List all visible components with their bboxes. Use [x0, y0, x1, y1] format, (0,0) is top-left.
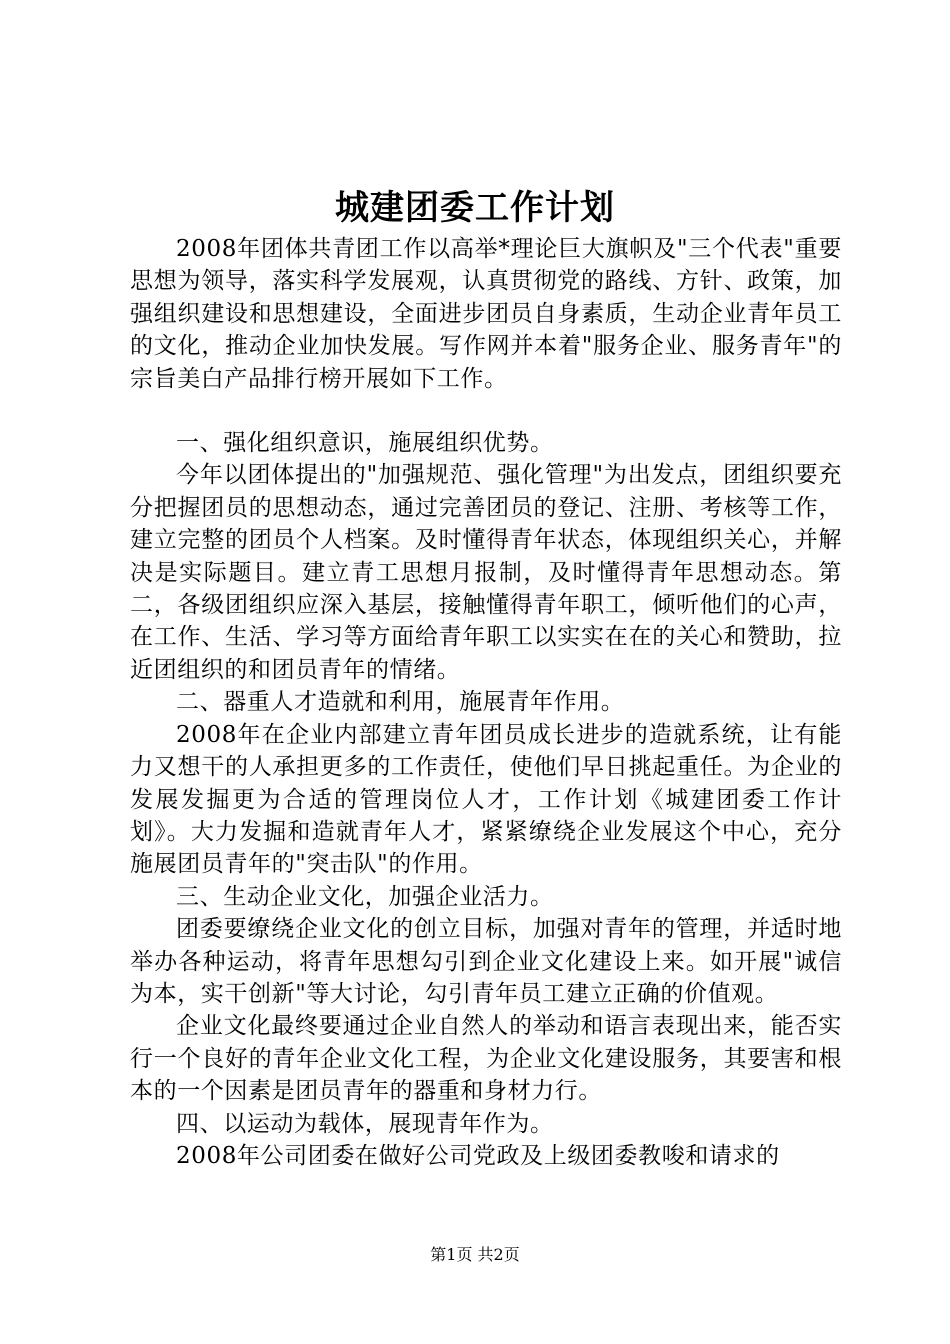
paragraph-section-2: 2008年在企业内部建立青年团员成长进步的造就系统，让有能力又想干的人承担更多的工作责任，使他们早日挑起重任。为企业的发展发掘更为合适的管理岗位人才，工作计划《城建团委工作计划》。大力发掘和造就青年人才，紧紧缭绕企业发展这个中心，充分施展团员青年的"突击队"的作用。: [130, 721, 842, 878]
paragraph-section-3a: 团委要缭绕企业文化的创立目标，加强对青年的管理，并适时地举办各种运动，将青年思想勾引到企业文化建设上来。如开展"诚信为本，实干创新"等大讨论，勾引青年员工建立正确的价值观。: [130, 916, 842, 1007]
section-heading-1: 一、强化组织意识，施展组织优势。: [176, 430, 554, 457]
document-title: 城建团委工作计划: [335, 188, 615, 228]
paragraph-section-1: 今年以团体提出的"加强规范、强化管理"为出发点，团组织要充分把握团员的思想动态，通过完善团员的登记、注册、考核等工作，建立完整的团员个人档案。及时懂得青年状态，体现组织关心，并解决是实际题目。建立青工思想月报制，及时懂得青年思想动态。第二，各级团组织应深入基层，接触懂得青年职工，倾听他们的心声，在工作、生活、学习等方面给青年职工以实实在在的关心和赞助，拉近团组织的和团员青年的情绪。: [130, 462, 842, 683]
page-footer: 第1页 共2页: [430, 1245, 520, 1264]
section-heading-2: 二、器重人才造就和利用，施展青年作用。: [176, 689, 625, 716]
document-body: [130, 233, 842, 1172]
paragraph-section-3b: 企业文化最终要通过企业自然人的举动和语言表现出来，能否实行一个良好的青年企业文化工程，为企业文化建设服务，其要害和根本的一个因素是团员青年的器重和身材力行。: [130, 1013, 842, 1105]
paragraph-intro: 2008年团体共青团工作以高举*理论巨大旗帜及"三个代表"重要思想为领导，落实科学发展观，认真贯彻党的路线、方针、政策，加强组织建设和思想建设，全面进步团员自身素质，生动企业青年员工的文化，推动企业加快发展。写作网并本着"服务企业、服务青年"的宗旨美白产品排行榜开展如下工作。: [130, 236, 842, 392]
section-heading-3: 三、生动企业文化，加强企业活力。: [176, 883, 554, 910]
paragraph-gap: [130, 395, 842, 427]
paragraph-section-4: 2008年公司团委在做好公司党政及上级团委教唆和请求的: [176, 1142, 780, 1169]
section-heading-4: 四、以运动为载体，展现青年作为。: [176, 1110, 554, 1137]
